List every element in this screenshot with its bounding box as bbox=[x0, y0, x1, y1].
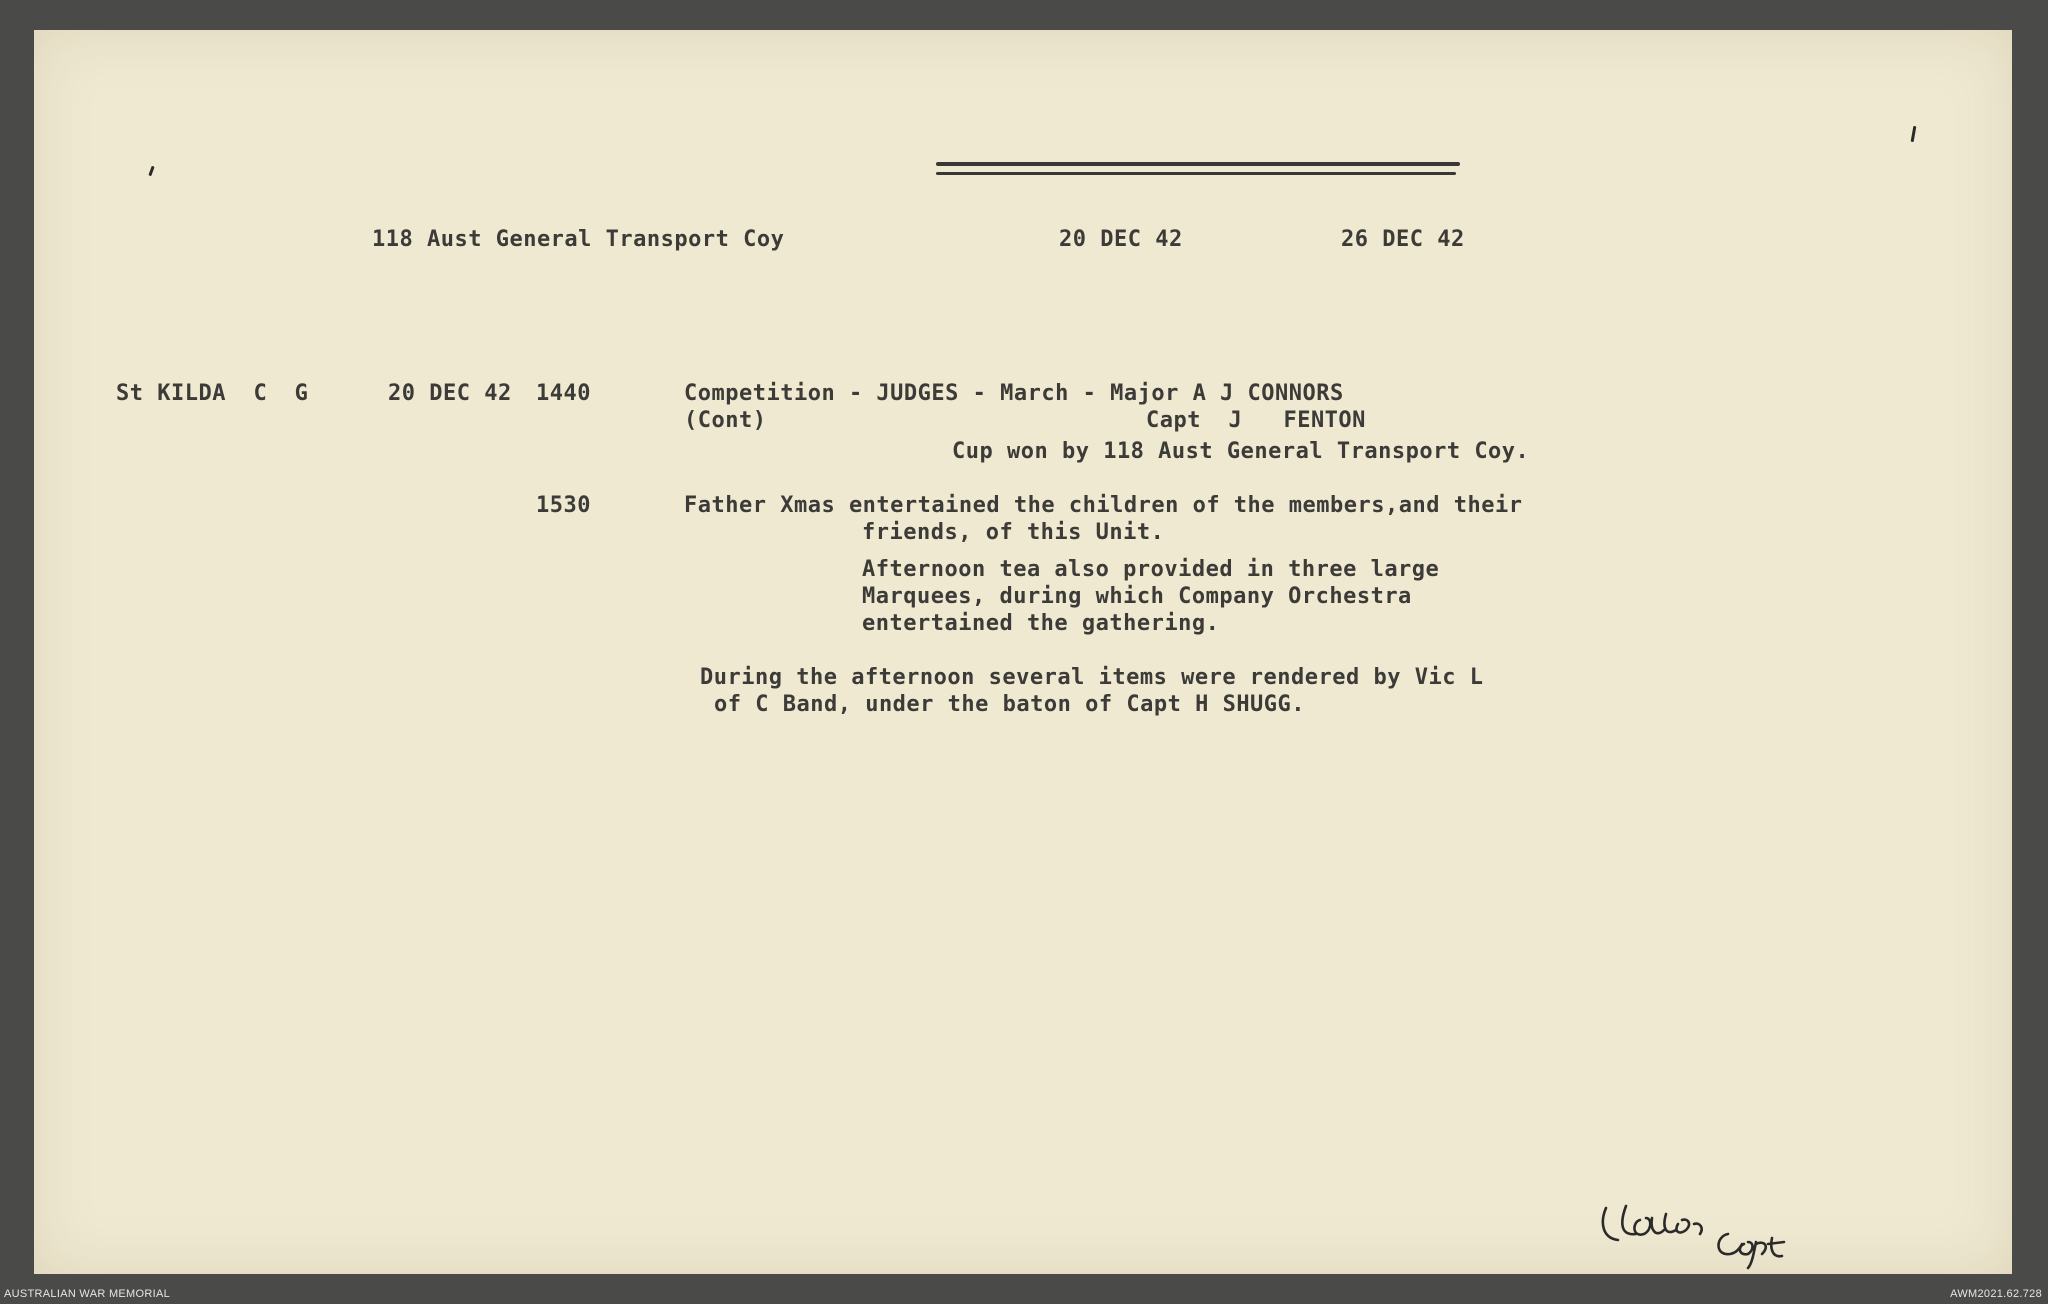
tea-line-3: entertained the gathering. bbox=[862, 611, 1220, 636]
xmas-line-2: friends, of this Unit. bbox=[862, 520, 1165, 545]
band-line-2: of C Band, under the baton of Capt H SHUGG. bbox=[714, 692, 1306, 717]
competition-line-2: (Cont) bbox=[684, 408, 767, 433]
header-rule-top bbox=[936, 162, 1460, 166]
tea-line-1: Afternoon tea also provided in three large bbox=[862, 557, 1440, 582]
entry-time-1440: 1440 bbox=[536, 381, 591, 406]
paper-mark bbox=[1911, 126, 1917, 142]
judge-fenton: Capt J FENTON bbox=[1146, 408, 1366, 433]
header-rule-bottom bbox=[936, 172, 1456, 175]
footer-right: AWM2021.62.728 bbox=[1950, 1288, 2042, 1300]
entry-place: St KILDA C G bbox=[116, 381, 309, 406]
band-line-1: During the afternoon several items were rendered by Vic L bbox=[700, 665, 1484, 690]
typed-page bbox=[34, 30, 2012, 1274]
footer-left: AUSTRALIAN WAR MEMORIAL bbox=[4, 1288, 171, 1300]
unit-name: 118 Aust General Transport Coy bbox=[372, 227, 785, 252]
cup-winner: Cup won by 118 Aust General Transport Coy. bbox=[952, 439, 1530, 464]
period-end-date: 26 DEC 42 bbox=[1341, 227, 1465, 252]
period-start-date: 20 DEC 42 bbox=[1059, 227, 1183, 252]
signature-text: Capt bbox=[1596, 1178, 1598, 1179]
entry-date: 20 DEC 42 bbox=[388, 381, 512, 406]
competition-line-1: Competition - JUDGES - March - Major A J CONNORS bbox=[684, 381, 1344, 406]
tea-line-2: Marquees, during which Company Orchestra bbox=[862, 584, 1412, 609]
handwritten-signature bbox=[1596, 1178, 1876, 1270]
xmas-line-1: Father Xmas entertained the children of the members,and their bbox=[684, 493, 1523, 518]
entry-time-1530: 1530 bbox=[536, 493, 591, 518]
paper-mark bbox=[148, 166, 154, 176]
